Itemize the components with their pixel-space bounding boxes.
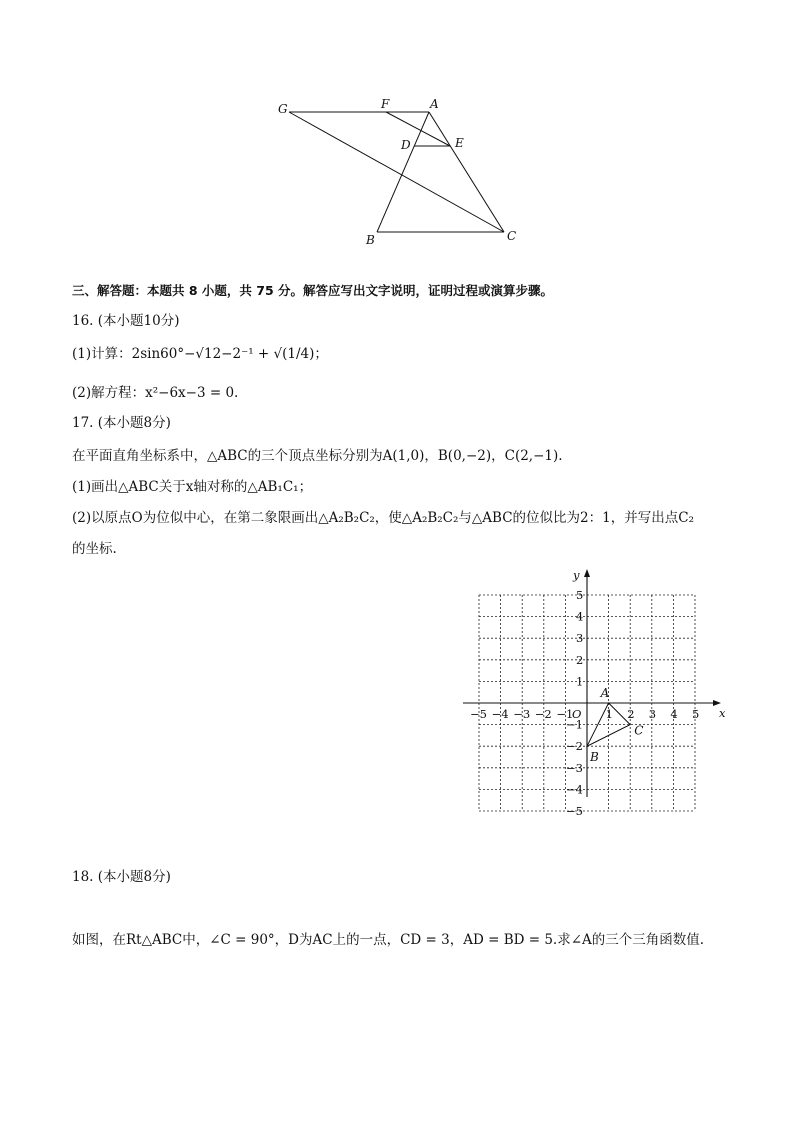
y-tick-label: −3 <box>566 760 583 775</box>
label-G: G <box>278 102 288 116</box>
x-tick-label: 1 <box>605 707 613 721</box>
point-label-B: B <box>590 750 599 765</box>
segment-GC <box>289 112 504 232</box>
x-tick-label: −5 <box>470 707 487 721</box>
segment-AC <box>429 112 504 232</box>
x-tick-label: −2 <box>534 707 552 721</box>
x-tick-label: 3 <box>648 707 657 721</box>
y-tick-label: −2 <box>566 739 583 754</box>
origin-label: O <box>572 707 582 721</box>
label-D: D <box>401 138 411 152</box>
x-tick-label: 5 <box>692 707 700 721</box>
q17-part2-line2: 的坐标. <box>72 541 117 557</box>
segment-AB <box>377 112 429 232</box>
y-axis-arrow <box>584 569 590 577</box>
x-tick-label: −1 <box>556 707 574 721</box>
y-tick-label: 3 <box>576 631 584 646</box>
x-axis-label: x <box>719 706 725 720</box>
point-label-A: A <box>600 686 610 700</box>
q18-text: 如图，在Rt△ABC中，∠C = 90°，D为AC上的一点，CD = 3，AD = BD = 5.求∠A的三个三角函数值. <box>72 932 705 948</box>
label-C: C <box>507 229 517 243</box>
y-tick-label: 1 <box>576 674 584 689</box>
x-tick-label: −3 <box>513 707 531 721</box>
x-tick-label: 4 <box>670 707 678 721</box>
y-tick-label: 2 <box>576 652 584 667</box>
label-B: B <box>366 233 375 247</box>
q17-part1: (1)画出△ABC关于x轴对称的△AB₁C₁； <box>72 479 313 495</box>
y-tick-label: −1 <box>566 717 583 732</box>
y-tick-label: 5 <box>576 588 584 602</box>
segment-FE <box>386 112 450 146</box>
q16-part1: (1)计算：2sin60°−√12−2⁻¹ + √(1/4)； <box>72 346 328 362</box>
x-tick-label: −4 <box>491 707 509 721</box>
y-tick-label: 4 <box>576 609 584 624</box>
label-A: A <box>430 97 439 111</box>
y-tick-label: −5 <box>566 804 583 818</box>
q17-title: 17. (本小题8分) <box>72 415 171 431</box>
label-E: E <box>455 136 464 150</box>
q17-part2-line1: (2)以原点O为位似中心，在第二象限画出△A₂B₂C₂，使△A₂B₂C₂与△ABC的位似比为2：1，并写出点C₂ <box>72 510 694 526</box>
q18-title: 18. (本小题8分) <box>72 869 171 885</box>
q17-intro: 在平面直角坐标系中，△ABC的三个顶点坐标分别为A(1,0)，B(0,−2)，C(2,−1). <box>72 448 563 464</box>
geometry-figure <box>270 95 530 255</box>
coordinate-grid <box>455 560 725 840</box>
x-tick-label: 2 <box>627 707 635 721</box>
q16-part2: (2)解方程：x²−6x−3 = 0. <box>72 385 239 401</box>
y-axis-label: y <box>573 568 580 582</box>
y-tick-label: −4 <box>566 782 583 797</box>
label-F: F <box>381 97 390 111</box>
section-heading: 三、解答题：本题共 8 小题，共 75 分。解答应写出文字说明，证明过程或演算步骤。 <box>72 283 554 298</box>
point-label-C: C <box>634 723 644 738</box>
q16-title: 16. (本小题10分) <box>72 313 180 329</box>
